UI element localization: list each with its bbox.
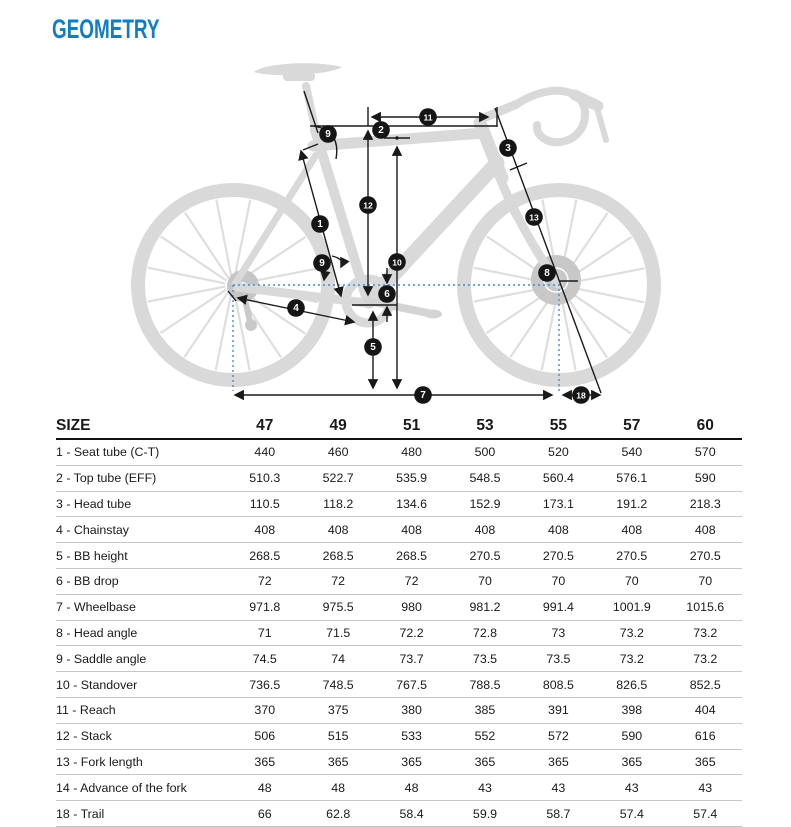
row-label: 18 - Trail	[56, 801, 228, 827]
cell-value: 73.2	[669, 646, 743, 672]
cell-value: 43	[522, 775, 595, 801]
cell-value: 590	[669, 465, 743, 491]
svg-text:11: 11	[423, 112, 433, 123]
cell-value: 385	[448, 697, 521, 723]
geometry-table	[56, 414, 742, 827]
diagram-marker-3	[499, 139, 517, 157]
cell-value: 736.5	[228, 672, 301, 698]
row-label: 7 - Wheelbase	[56, 594, 228, 620]
cell-value: 408	[522, 517, 595, 543]
cell-value: 572	[522, 723, 595, 749]
cell-value: 510.3	[228, 465, 301, 491]
bike-geometry-diagram	[0, 40, 791, 414]
row-label: 9 - Saddle angle	[56, 646, 228, 672]
cell-value: 270.5	[669, 543, 743, 569]
cell-value: 515	[301, 723, 374, 749]
pedal-icon	[424, 310, 442, 319]
cell-value: 48	[228, 775, 301, 801]
cell-value: 268.5	[301, 543, 374, 569]
cell-value: 73.2	[669, 620, 743, 646]
cell-value: 460	[301, 439, 374, 465]
size-header-49: 49	[301, 414, 374, 439]
cell-value: 59.9	[448, 801, 521, 827]
diagram-marker-9	[313, 254, 331, 272]
size-column-header: SIZE	[56, 414, 228, 439]
size-header-53: 53	[448, 414, 521, 439]
cell-value: 73.7	[375, 646, 448, 672]
cell-value: 826.5	[595, 672, 668, 698]
cell-value: 1001.9	[595, 594, 668, 620]
row-label: 2 - Top tube (EFF)	[56, 465, 228, 491]
geometry-table-body	[56, 439, 742, 826]
cell-value: 404	[669, 697, 743, 723]
cell-value: 560.4	[522, 465, 595, 491]
cell-value: 570	[669, 439, 743, 465]
cell-value: 480	[375, 439, 448, 465]
size-header-57: 57	[595, 414, 668, 439]
cell-value: 540	[595, 439, 668, 465]
cell-value: 852.5	[669, 672, 743, 698]
cell-value: 370	[228, 697, 301, 723]
table-row	[56, 439, 742, 465]
cell-value: 72.2	[375, 620, 448, 646]
cell-value: 440	[228, 439, 301, 465]
cell-value: 218.3	[669, 491, 743, 517]
svg-text:6: 6	[384, 289, 390, 300]
cell-value: 365	[669, 749, 743, 775]
svg-text:9: 9	[325, 129, 331, 140]
cell-value: 408	[595, 517, 668, 543]
svg-text:2: 2	[378, 125, 384, 136]
diagram-marker-9	[319, 125, 337, 143]
row-label: 14 - Advance of the fork	[56, 775, 228, 801]
cell-value: 391	[522, 697, 595, 723]
diagram-marker-13	[525, 208, 543, 226]
svg-text:5: 5	[370, 342, 376, 353]
cell-value: 408	[375, 517, 448, 543]
head-bottom-tick	[510, 163, 527, 170]
cell-value: 520	[522, 439, 595, 465]
table-row	[56, 775, 742, 801]
diagram-marker-18	[572, 386, 590, 404]
diagram-marker-11	[419, 108, 437, 126]
row-label: 4 - Chainstay	[56, 517, 228, 543]
svg-text:18: 18	[576, 390, 586, 401]
svg-text:12: 12	[363, 200, 373, 211]
cell-value: 71.5	[301, 620, 374, 646]
cell-value: 991.4	[522, 594, 595, 620]
cell-value: 365	[595, 749, 668, 775]
size-header-55: 55	[522, 414, 595, 439]
cell-value: 173.1	[522, 491, 595, 517]
cell-value: 808.5	[522, 672, 595, 698]
cell-value: 73.5	[522, 646, 595, 672]
cell-value: 70	[522, 568, 595, 594]
cell-value: 73.5	[448, 646, 521, 672]
cell-value: 408	[448, 517, 521, 543]
cell-value: 268.5	[375, 543, 448, 569]
size-header-51: 51	[375, 414, 448, 439]
brake-hood-icon	[575, 95, 598, 106]
table-row	[56, 543, 742, 569]
cell-value: 58.7	[522, 801, 595, 827]
cell-value: 380	[375, 697, 448, 723]
cell-value: 408	[669, 517, 743, 543]
cell-value: 365	[228, 749, 301, 775]
cell-value: 552	[448, 723, 521, 749]
brake-lever-icon	[597, 108, 606, 140]
diagram-marker-4	[287, 299, 305, 317]
seatpost-icon	[306, 86, 316, 132]
table-row	[56, 801, 742, 827]
table-row	[56, 517, 742, 543]
cell-value: 268.5	[228, 543, 301, 569]
row-label: 8 - Head angle	[56, 620, 228, 646]
size-header-60: 60	[669, 414, 743, 439]
cell-value: 43	[448, 775, 521, 801]
cell-value: 71	[228, 620, 301, 646]
diagram-marker-6	[378, 285, 396, 303]
cell-value: 533	[375, 723, 448, 749]
row-label: 3 - Head tube	[56, 491, 228, 517]
row-label: 11 - Reach	[56, 697, 228, 723]
diagram-marker-2	[372, 121, 390, 139]
cell-value: 981.2	[448, 594, 521, 620]
cell-value: 398	[595, 697, 668, 723]
cell-value: 73	[522, 620, 595, 646]
row-label: 13 - Fork length	[56, 749, 228, 775]
diagram-marker-7	[414, 386, 432, 404]
diagram-marker-10	[388, 253, 406, 271]
cell-value: 70	[448, 568, 521, 594]
bike-geometry-svg	[0, 40, 791, 414]
cell-value: 70	[595, 568, 668, 594]
cell-value: 70	[669, 568, 743, 594]
top-tube-icon	[313, 133, 484, 146]
cell-value: 118.2	[301, 491, 374, 517]
cell-value: 152.9	[448, 491, 521, 517]
table-row	[56, 723, 742, 749]
svg-text:3: 3	[505, 143, 511, 154]
table-row	[56, 491, 742, 517]
cell-value: 788.5	[448, 672, 521, 698]
table-row	[56, 646, 742, 672]
table-row	[56, 620, 742, 646]
cell-value: 73.2	[595, 620, 668, 646]
cell-value: 506	[228, 723, 301, 749]
cell-value: 975.5	[301, 594, 374, 620]
cell-value: 971.8	[228, 594, 301, 620]
seat-angle-curve-arrow	[332, 256, 342, 267]
cell-value: 408	[228, 517, 301, 543]
axle-guide-lines	[233, 284, 559, 392]
cell-value: 408	[301, 517, 374, 543]
cell-value: 74.5	[228, 646, 301, 672]
table-row	[56, 594, 742, 620]
cell-value: 980	[375, 594, 448, 620]
cell-value: 58.4	[375, 801, 448, 827]
cell-value: 365	[375, 749, 448, 775]
row-label: 6 - BB drop	[56, 568, 228, 594]
cell-value: 270.5	[522, 543, 595, 569]
page-title: GEOMETRY	[52, 14, 160, 44]
cell-value: 548.5	[448, 465, 521, 491]
row-label: 5 - BB height	[56, 543, 228, 569]
cell-value: 1015.6	[669, 594, 743, 620]
row-label: 1 - Seat tube (C-T)	[56, 439, 228, 465]
diagram-marker-8	[538, 264, 556, 282]
cell-value: 66	[228, 801, 301, 827]
svg-text:10: 10	[392, 257, 402, 268]
row-label: 10 - Standover	[56, 672, 228, 698]
cell-value: 57.4	[595, 801, 668, 827]
table-row	[56, 568, 742, 594]
row-label: 12 - Stack	[56, 723, 228, 749]
cell-value: 748.5	[301, 672, 374, 698]
cell-value: 72	[301, 568, 374, 594]
svg-text:13: 13	[529, 212, 539, 223]
diagram-marker-5	[364, 338, 382, 356]
cell-value: 48	[301, 775, 374, 801]
cell-value: 134.6	[375, 491, 448, 517]
cell-value: 590	[595, 723, 668, 749]
cell-value: 73.2	[595, 646, 668, 672]
diagram-marker-12	[359, 196, 377, 214]
cell-value: 62.8	[301, 801, 374, 827]
crank-arm-icon	[368, 301, 428, 313]
cell-value: 767.5	[375, 672, 448, 698]
cell-value: 48	[375, 775, 448, 801]
cell-value: 270.5	[448, 543, 521, 569]
table-row	[56, 465, 742, 491]
cell-value: 365	[301, 749, 374, 775]
cell-value: 191.2	[595, 491, 668, 517]
cell-value: 43	[669, 775, 743, 801]
svg-text:4: 4	[293, 303, 299, 314]
cell-value: 43	[595, 775, 668, 801]
svg-text:7: 7	[420, 390, 426, 401]
cell-value: 74	[301, 646, 374, 672]
diagram-marker-1	[311, 215, 329, 233]
svg-text:8: 8	[544, 268, 550, 279]
cell-value: 57.4	[669, 801, 743, 827]
cell-value: 535.9	[375, 465, 448, 491]
cell-value: 576.1	[595, 465, 668, 491]
table-row	[56, 672, 742, 698]
svg-text:1: 1	[317, 219, 323, 230]
cell-value: 365	[522, 749, 595, 775]
table-row	[56, 749, 742, 775]
cell-value: 72.8	[448, 620, 521, 646]
cell-value: 616	[669, 723, 743, 749]
cell-value: 522.7	[301, 465, 374, 491]
table-header-row	[56, 414, 742, 439]
cell-value: 365	[448, 749, 521, 775]
table-row	[56, 697, 742, 723]
cell-value: 72	[375, 568, 448, 594]
size-header-47: 47	[228, 414, 301, 439]
bike-silhouette-icon	[138, 63, 654, 380]
cell-value: 72	[228, 568, 301, 594]
svg-text:9: 9	[319, 258, 325, 269]
cell-value: 375	[301, 697, 374, 723]
cell-value: 110.5	[228, 491, 301, 517]
cell-value: 500	[448, 439, 521, 465]
cell-value: 270.5	[595, 543, 668, 569]
